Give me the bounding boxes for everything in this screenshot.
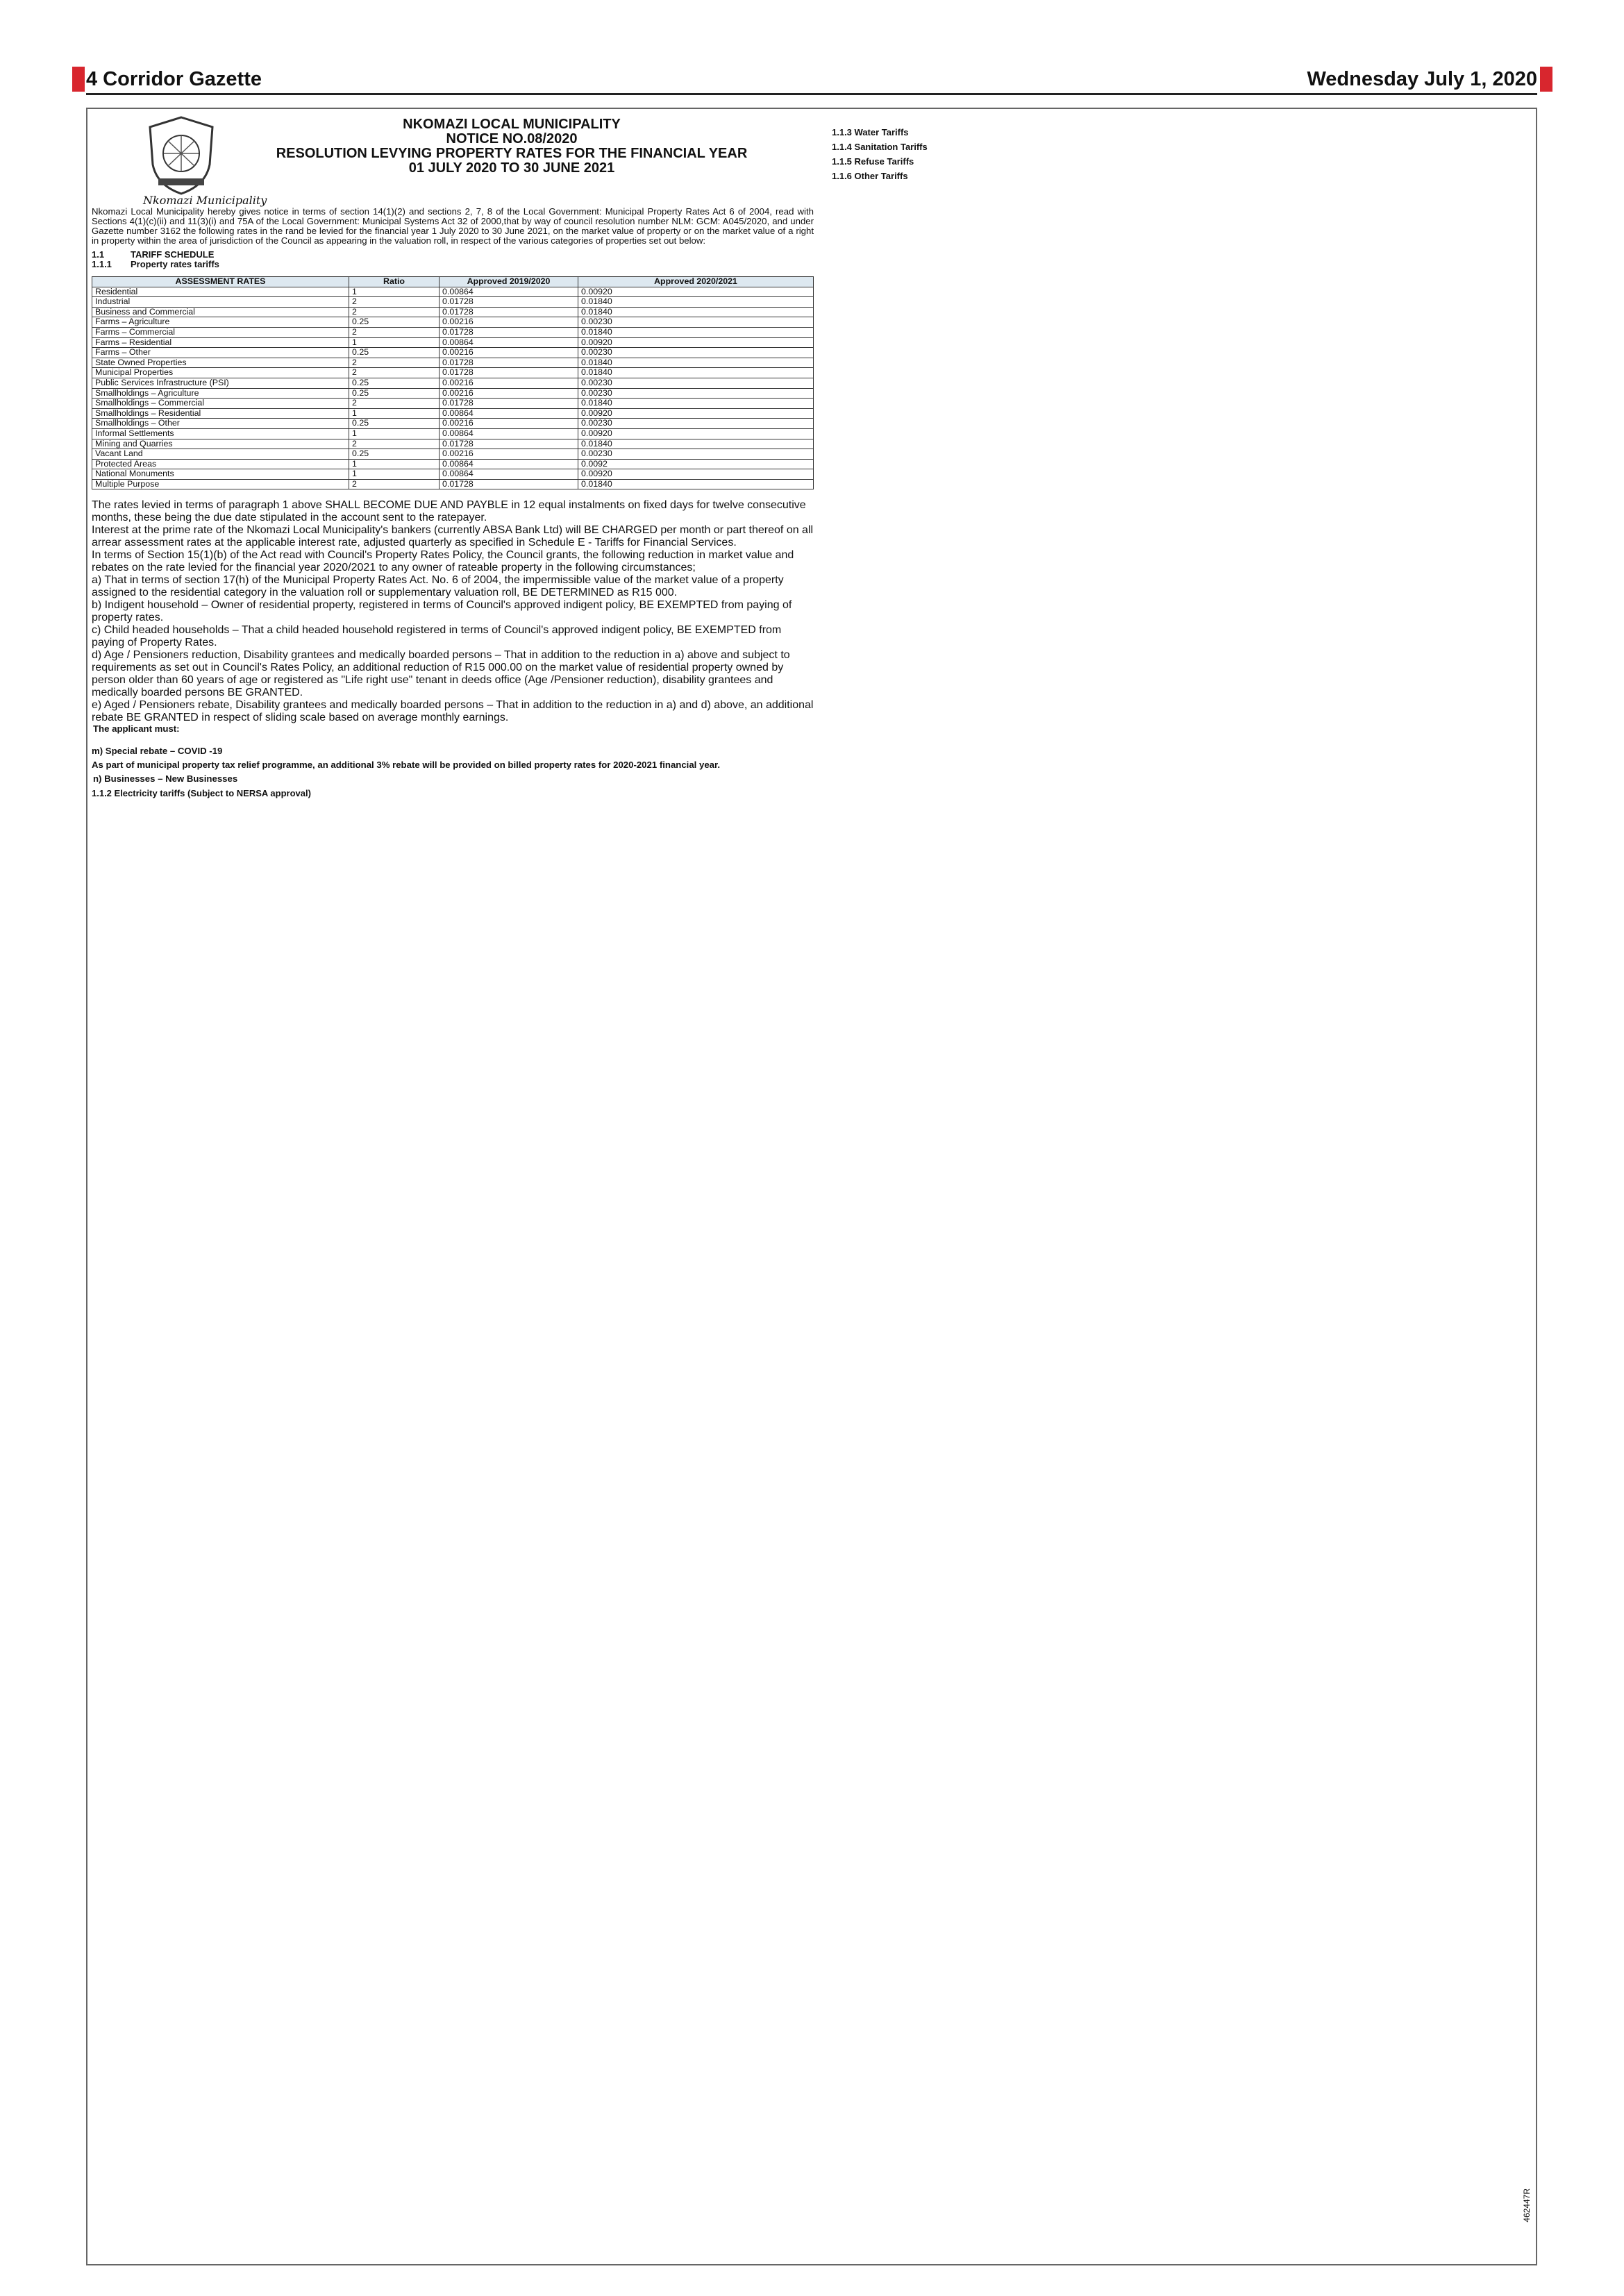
value-cell: 0.01728 <box>440 368 578 378</box>
value-cell: 0.00920 <box>578 428 814 439</box>
value-cell: 0.00216 <box>440 378 578 388</box>
value-cell: 0.01840 <box>578 327 814 337</box>
table-row <box>92 408 814 419</box>
label-cell: State Owned Properties <box>92 358 349 368</box>
value-cell: 0.00216 <box>440 388 578 399</box>
notice-title-block <box>210 115 814 176</box>
label-cell: Smallholdings – Residential <box>92 408 349 419</box>
value-cell: 0.00864 <box>440 408 578 419</box>
label-cell: Vacant Land <box>92 449 349 460</box>
value-cell: 0.01840 <box>578 358 814 368</box>
value-cell: 0.01840 <box>578 297 814 308</box>
table-row <box>92 327 814 337</box>
header-accent-left <box>72 67 85 92</box>
label-cell: Farms – Residential <box>92 337 349 348</box>
municipality-signature: Nkomazi Municipality <box>143 194 267 207</box>
table-row <box>92 348 814 358</box>
value-cell: 0.00216 <box>440 317 578 328</box>
value-cell: 0.01840 <box>578 307 814 317</box>
column-header: Approved 2020/2021 <box>578 277 814 287</box>
value-cell: 0.00864 <box>440 337 578 348</box>
value-cell: 0.01840 <box>578 368 814 378</box>
table-row <box>92 419 814 429</box>
table-row <box>92 378 814 388</box>
applicant-heading: The applicant must: <box>93 723 180 735</box>
value-cell: 0.00230 <box>578 348 814 358</box>
rates-paragraph: d) Age / Pensioners reduction, Disability grantees and medically boarded persons – That in addition to the reduction in a) above and subject to requirements as set out in Council's Rates Policy, an additional reduction of R15 000.00 on the market value of residential property owned by person older than 60 years of age or registered as "Life right use" tenant in deeds office (Age /Pensioner reduction), disability grantees and medically boarded persons BE GRANTED. <box>92 649 790 699</box>
value-cell: 0.01728 <box>440 399 578 409</box>
value-cell: 0.01840 <box>578 399 814 409</box>
table-header-row <box>92 277 814 287</box>
table-row <box>92 388 814 399</box>
column-header: Ratio <box>349 277 440 287</box>
column-header: ASSESSMENT RATES <box>92 277 349 287</box>
rates-paragraph: c) Child headed households – That a child headed household registered in terms of Council's approved indigent policy, BE EXEMPTED from paying of Property Rates. <box>92 624 782 649</box>
value-cell: 0.01728 <box>440 297 578 308</box>
value-cell: 2 <box>349 399 440 409</box>
value-cell: 0.01840 <box>578 439 814 449</box>
value-cell: 2 <box>349 297 440 308</box>
value-cell: 0.01728 <box>440 479 578 489</box>
value-cell: 0.00216 <box>440 419 578 429</box>
value-cell: 0.0092 <box>578 459 814 469</box>
value-cell: 0.25 <box>349 378 440 388</box>
label-cell: Mining and Quarries <box>92 439 349 449</box>
value-cell: 1 <box>349 408 440 419</box>
value-cell: 0.00230 <box>578 378 814 388</box>
sanitation-heading: 1.1.4 Sanitation Tariffs <box>832 142 928 152</box>
value-cell: 0.00920 <box>578 287 814 297</box>
value-cell: 0.00864 <box>440 469 578 480</box>
left-column <box>87 109 817 2264</box>
table-row <box>92 297 814 308</box>
label-cell: Multiple Purpose <box>92 479 349 489</box>
value-cell: 0.00230 <box>578 449 814 460</box>
rates-paragraph: b) Indigent household – Owner of residential property, registered in terms of Council's approved indigent policy, BE EXEMPTED from paying of property rates. <box>92 599 792 624</box>
notice-number: NOTICE NO.08/2020 <box>446 131 578 146</box>
value-cell: 0.25 <box>349 388 440 399</box>
water-heading: 1.1.3 Water Tariffs <box>832 127 909 137</box>
value-cell: 0.00920 <box>578 337 814 348</box>
table-row <box>92 428 814 439</box>
value-cell: 0.00230 <box>578 388 814 399</box>
table-row <box>92 479 814 489</box>
table-row <box>92 469 814 480</box>
value-cell: 2 <box>349 479 440 489</box>
value-cell: 0.25 <box>349 317 440 328</box>
value-cell: 2 <box>349 358 440 368</box>
rates-paragraph: In terms of Section 15(1)(b) of the Act read with Council's Property Rates Policy, the Council grants, the following reduction in market value and rebates on the rate levied for the financial year 2020/2021 to any owner of rateable property in the following circumstances; <box>92 549 794 574</box>
rates-paragraph: Interest at the prime rate of the Nkomazi Local Municipality's bankers (currently ABSA Bank Ltd) will BE CHARGED per month or part thereof on all arrear assessment rates at the applicable interest rate, adjusted quarterly as specified in Schedule E - Tariffs for Financial Services. <box>92 524 814 549</box>
header-rule <box>86 93 1537 95</box>
business-heading: n) Businesses – New Businesses <box>93 773 238 785</box>
rates-paragraphs <box>92 499 814 724</box>
value-cell: 1 <box>349 469 440 480</box>
value-cell: 0.00864 <box>440 287 578 297</box>
table-row <box>92 307 814 317</box>
value-cell: 0.00216 <box>440 348 578 358</box>
label-cell: Smallholdings – Commercial <box>92 399 349 409</box>
label-cell: Smallholdings – Other <box>92 419 349 429</box>
table-row <box>92 317 814 328</box>
label-cell: Protected Areas <box>92 459 349 469</box>
label-cell: Farms – Other <box>92 348 349 358</box>
rates-paragraph: a) That in terms of section 17(h) of the Municipal Property Rates Act. No. 6 of 2004, the impermissible value of the market value of a property assigned to the residential category in the valuation roll or supplementary valuation roll, BE DETERMINED as R15 000. <box>92 574 784 599</box>
municipal-crest-icon <box>143 115 219 196</box>
table-row <box>92 337 814 348</box>
table-row <box>92 449 814 460</box>
label-cell: Farms – Commercial <box>92 327 349 337</box>
table-row <box>92 287 814 297</box>
tariff-schedule-heading: 1.1 TARIFF SCHEDULE <box>92 249 215 260</box>
value-cell: 0.01728 <box>440 327 578 337</box>
table-row <box>92 358 814 368</box>
notice-title: RESOLUTION LEVYING PROPERTY RATES FOR THE FINANCIAL YEAR <box>276 146 748 161</box>
value-cell: 0.00230 <box>578 419 814 429</box>
label-cell: National Monuments <box>92 469 349 480</box>
value-cell: 0.01840 <box>578 479 814 489</box>
table-row <box>92 459 814 469</box>
value-cell: 0.25 <box>349 348 440 358</box>
notice-period: 01 JULY 2020 TO 30 JUNE 2021 <box>408 160 615 176</box>
label-cell: Farms – Agriculture <box>92 317 349 328</box>
label-cell: Business and Commercial <box>92 307 349 317</box>
label-cell: Residential <box>92 287 349 297</box>
label-cell: Industrial <box>92 297 349 308</box>
value-cell: 1 <box>349 287 440 297</box>
value-cell: 0.00920 <box>578 469 814 480</box>
intro-paragraph: Nkomazi Local Municipality hereby gives notice in terms of section 14(1)(2) and sections 2, 7, 8 of the Local Government: Municipal Property Rates Act 6 of 2004, read with Sections 4(1)(c)(ii) and 11(3)(i) and 75A of the Local Government: Municipal Systems Act 32 of 2000,that by way of council resolution number NLM: GCM: A045/2020, and under Gazette number 3162 the following rates in the rand be levied for the financial year 1 July 2020 to 30 June 2021, on the market value of property or on the market value of a right in property within the area of jurisdiction of the Council as appearing in the valuation roll, in respect of the various categories of properties set out below: <box>92 206 814 246</box>
property-rates-table <box>92 276 814 489</box>
value-cell: 0.00864 <box>440 459 578 469</box>
other-tariffs-heading: 1.1.6 Other Tariffs <box>832 171 908 181</box>
value-cell: 0.25 <box>349 449 440 460</box>
municipality-name: NKOMAZI LOCAL MUNICIPALITY <box>403 117 621 132</box>
value-cell: 2 <box>349 439 440 449</box>
label-cell: Informal Settlements <box>92 428 349 439</box>
publication-date: Wednesday July 1, 2020 <box>1307 67 1537 90</box>
table-row <box>92 439 814 449</box>
label-cell: Municipal Properties <box>92 368 349 378</box>
value-cell: 0.00230 <box>578 317 814 328</box>
value-cell: 1 <box>349 337 440 348</box>
value-cell: 0.01728 <box>440 439 578 449</box>
notice-frame <box>86 108 1537 2265</box>
table-row <box>92 399 814 409</box>
reference-code: 462447R <box>1522 2188 1532 2222</box>
value-cell: 0.01728 <box>440 358 578 368</box>
value-cell: 0.00864 <box>440 428 578 439</box>
value-cell: 0.01728 <box>440 307 578 317</box>
property-rates-heading: 1.1.1 Property rates tariffs <box>92 259 219 269</box>
covid-heading: m) Special rebate – COVID -19 <box>92 746 223 757</box>
value-cell: 1 <box>349 459 440 469</box>
label-cell: Smallholdings – Agriculture <box>92 388 349 399</box>
value-cell: 0.00216 <box>440 449 578 460</box>
column-header: Approved 2019/2020 <box>440 277 578 287</box>
value-cell: 0.00920 <box>578 408 814 419</box>
value-cell: 2 <box>349 307 440 317</box>
value-cell: 2 <box>349 368 440 378</box>
table-row <box>92 368 814 378</box>
label-cell: Public Services Infrastructure (PSI) <box>92 378 349 388</box>
page-header <box>86 67 1537 92</box>
refuse-heading: 1.1.5 Refuse Tariffs <box>832 156 914 167</box>
rates-paragraph: e) Aged / Pensioners rebate, Disability grantees and medically boarded persons – That in addition to the reduction in a) and d) above, an additional rebate BE GRANTED in respect of sliding scale based on average monthly earnings. <box>92 699 814 724</box>
covid-rebate: As part of municipal property tax relief programme, an additional 3% rebate will be provided on billed property rates for 2020-2021 financial year. <box>92 760 721 771</box>
electricity-heading: 1.1.2 Electricity tariffs (Subject to NERSA approval) <box>92 788 311 799</box>
value-cell: 1 <box>349 428 440 439</box>
value-cell: 2 <box>349 327 440 337</box>
right-column <box>832 109 1534 2264</box>
publication-name: 4 Corridor Gazette <box>86 67 262 90</box>
rates-paragraph: The rates levied in terms of paragraph 1 above SHALL BECOME DUE AND PAYBLE in 12 equal instalments on fixed days for twelve consecutive months, these being the due date stipulated in the account sent to the ratepayer. <box>92 499 806 524</box>
value-cell: 0.25 <box>349 419 440 429</box>
header-accent-right <box>1540 67 1552 92</box>
